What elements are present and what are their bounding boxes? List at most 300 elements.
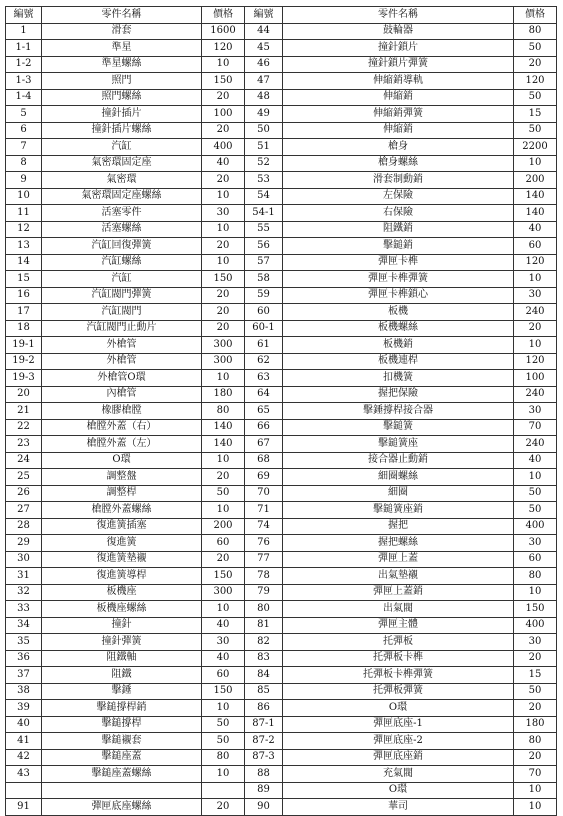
table-row <box>6 667 557 684</box>
part-no: 62 <box>245 353 283 370</box>
part-name: 出氣墊襯 <box>283 568 514 585</box>
part-name: 板機連桿 <box>283 353 514 370</box>
part-no: 10 <box>6 188 42 205</box>
table-row <box>6 452 557 469</box>
part-name: 阻鐵軸 <box>42 650 202 667</box>
part-price: 150 <box>202 73 245 90</box>
table-row <box>6 122 557 139</box>
part-name <box>42 782 202 799</box>
part-price: 40 <box>514 221 557 238</box>
part-price: 300 <box>202 337 245 354</box>
part-no: 19-2 <box>6 353 42 370</box>
part-name: 復進簧墊襯 <box>42 551 202 568</box>
part-name: 扣機簧 <box>283 370 514 387</box>
part-price: 60 <box>202 535 245 552</box>
part-price: 20 <box>202 320 245 337</box>
table-row <box>6 139 557 156</box>
part-price: 180 <box>514 716 557 733</box>
table-row <box>6 601 557 618</box>
part-price: 60 <box>514 238 557 255</box>
table-row <box>6 370 557 387</box>
part-name: 擊鎚銷 <box>283 238 514 255</box>
part-no: 60 <box>245 304 283 321</box>
part-price: 120 <box>514 353 557 370</box>
table-row <box>6 469 557 486</box>
part-name: 細圈 <box>283 485 514 502</box>
part-name: 托彈板卡榫彈簧 <box>283 667 514 684</box>
part-name: 槍膛外蓋（右） <box>42 419 202 436</box>
part-no: 87-2 <box>245 733 283 750</box>
part-name: 撞針插片 <box>42 106 202 123</box>
part-name: 復進簧導桿 <box>42 568 202 585</box>
part-no: 40 <box>6 716 42 733</box>
part-no: 82 <box>245 634 283 651</box>
part-name: 板機銷 <box>283 337 514 354</box>
part-name: 氣密環 <box>42 172 202 189</box>
part-name: 準星螺絲 <box>42 56 202 73</box>
part-no: 85 <box>245 683 283 700</box>
table-row <box>6 205 557 222</box>
part-name: 槍膛外蓋（左） <box>42 436 202 453</box>
part-price: 80 <box>202 749 245 766</box>
part-no: 63 <box>245 370 283 387</box>
header-price: 價格 <box>514 7 557 24</box>
part-name: 槍身螺絲 <box>283 155 514 172</box>
part-price: 120 <box>514 254 557 271</box>
part-price: 120 <box>202 40 245 57</box>
table-row <box>6 106 557 123</box>
part-no: 13 <box>6 238 42 255</box>
table-row <box>6 386 557 403</box>
header-price: 價格 <box>202 7 245 24</box>
part-no: 33 <box>6 601 42 618</box>
part-price: 50 <box>514 502 557 519</box>
table-row <box>6 287 557 304</box>
table-row <box>6 436 557 453</box>
part-no: 41 <box>6 733 42 750</box>
part-name: 彈匣底座螺絲 <box>42 799 202 816</box>
part-no: 31 <box>6 568 42 585</box>
part-price: 240 <box>514 436 557 453</box>
part-name: 汽缸閥門彈簧 <box>42 287 202 304</box>
part-price: 10 <box>202 601 245 618</box>
part-price: 50 <box>202 485 245 502</box>
part-no: 26 <box>6 485 42 502</box>
part-name: 滑套制動銷 <box>283 172 514 189</box>
table-row <box>6 56 557 73</box>
part-name: 彈匣上蓋銷 <box>283 584 514 601</box>
part-no: 1-3 <box>6 73 42 90</box>
table-row <box>6 271 557 288</box>
part-price: 300 <box>202 353 245 370</box>
part-name: 阻鐵銷 <box>283 221 514 238</box>
part-no: 77 <box>245 551 283 568</box>
part-name: 握把 <box>283 518 514 535</box>
part-no: 34 <box>6 617 42 634</box>
part-no: 18 <box>6 320 42 337</box>
part-name: 汽缸螺絲 <box>42 254 202 271</box>
part-price: 400 <box>514 617 557 634</box>
part-name: 照門螺絲 <box>42 89 202 106</box>
part-price: 15 <box>514 106 557 123</box>
part-name: O環 <box>283 782 514 799</box>
part-name: 阻鐵 <box>42 667 202 684</box>
part-no: 16 <box>6 287 42 304</box>
table-row <box>6 221 557 238</box>
table-row <box>6 716 557 733</box>
part-name: 華司 <box>283 799 514 816</box>
part-name: 氣密環固定座螺絲 <box>42 188 202 205</box>
part-name: 擊鎚簧 <box>283 419 514 436</box>
part-no: 46 <box>245 56 283 73</box>
table-row <box>6 485 557 502</box>
table-row <box>6 155 557 172</box>
part-no: 57 <box>245 254 283 271</box>
part-price: 180 <box>202 386 245 403</box>
table-row <box>6 238 557 255</box>
part-no: 64 <box>245 386 283 403</box>
part-price: 10 <box>202 452 245 469</box>
part-no: 49 <box>245 106 283 123</box>
part-price: 2200 <box>514 139 557 156</box>
part-no: 8 <box>6 155 42 172</box>
part-price: 30 <box>514 634 557 651</box>
part-name: O環 <box>42 452 202 469</box>
part-price: 40 <box>202 155 245 172</box>
part-no: 87-1 <box>245 716 283 733</box>
part-price: 10 <box>514 782 557 799</box>
part-name: 彈匣底座-1 <box>283 716 514 733</box>
part-no: 27 <box>6 502 42 519</box>
part-name: 汽缸閥門 <box>42 304 202 321</box>
table-row <box>6 337 557 354</box>
part-name: 充氣閥 <box>283 766 514 783</box>
part-price: 50 <box>514 89 557 106</box>
part-price: 20 <box>202 122 245 139</box>
part-price: 60 <box>514 551 557 568</box>
part-price: 80 <box>514 568 557 585</box>
part-price: 240 <box>514 304 557 321</box>
part-name: 外槍管 <box>42 337 202 354</box>
part-price: 150 <box>202 271 245 288</box>
part-price: 10 <box>202 370 245 387</box>
part-no: 53 <box>245 172 283 189</box>
part-no: 22 <box>6 419 42 436</box>
part-no: 87-3 <box>245 749 283 766</box>
part-name: 托彈板 <box>283 634 514 651</box>
part-price: 240 <box>514 386 557 403</box>
part-price: 150 <box>202 683 245 700</box>
part-name: 照門 <box>42 73 202 90</box>
part-no: 11 <box>6 205 42 222</box>
part-name: 汽缸回復彈簧 <box>42 238 202 255</box>
part-no: 52 <box>245 155 283 172</box>
part-name: 伸縮銷導軌 <box>283 73 514 90</box>
part-no: 19-1 <box>6 337 42 354</box>
part-price: 10 <box>202 221 245 238</box>
table-row <box>6 700 557 717</box>
part-no: 14 <box>6 254 42 271</box>
part-name: 伸縮銷彈簧 <box>283 106 514 123</box>
part-no: 59 <box>245 287 283 304</box>
part-no: 89 <box>245 782 283 799</box>
part-price: 140 <box>514 205 557 222</box>
part-price <box>202 782 245 799</box>
part-price: 80 <box>514 23 557 40</box>
part-price: 10 <box>514 271 557 288</box>
part-no: 84 <box>245 667 283 684</box>
part-no: 29 <box>6 535 42 552</box>
part-no: 17 <box>6 304 42 321</box>
part-no: 25 <box>6 469 42 486</box>
part-price: 20 <box>202 89 245 106</box>
part-no: 81 <box>245 617 283 634</box>
part-no: 61 <box>245 337 283 354</box>
part-price: 30 <box>514 403 557 420</box>
part-price: 50 <box>514 122 557 139</box>
part-name: 擊錘撐桿接合器 <box>283 403 514 420</box>
part-price: 40 <box>202 617 245 634</box>
part-price: 15 <box>514 667 557 684</box>
part-name: 板機螺絲 <box>283 320 514 337</box>
part-name: 調整桿 <box>42 485 202 502</box>
part-price: 30 <box>514 287 557 304</box>
part-no: 44 <box>245 23 283 40</box>
part-no: 48 <box>245 89 283 106</box>
table-row <box>6 683 557 700</box>
part-no: 47 <box>245 73 283 90</box>
part-price: 120 <box>514 73 557 90</box>
part-name: 汽缸 <box>42 139 202 156</box>
part-name: 槍膛外蓋螺絲 <box>42 502 202 519</box>
table-row <box>6 73 557 90</box>
part-name: 撞針彈簧 <box>42 634 202 651</box>
table-row <box>6 23 557 40</box>
part-price: 10 <box>514 799 557 816</box>
part-no: 54 <box>245 188 283 205</box>
part-no: 68 <box>245 452 283 469</box>
part-name: 調整盤 <box>42 469 202 486</box>
part-price: 200 <box>202 518 245 535</box>
part-no: 83 <box>245 650 283 667</box>
part-name: 活塞螺絲 <box>42 221 202 238</box>
part-price: 40 <box>514 452 557 469</box>
part-name: 撞針 <box>42 617 202 634</box>
part-no: 23 <box>6 436 42 453</box>
part-no: 43 <box>6 766 42 783</box>
part-name: 氣密環固定座 <box>42 155 202 172</box>
part-name: 板機座螺絲 <box>42 601 202 618</box>
part-price: 30 <box>202 634 245 651</box>
part-price: 20 <box>202 304 245 321</box>
table-row <box>6 502 557 519</box>
part-price: 50 <box>202 716 245 733</box>
table-row <box>6 518 557 535</box>
part-no: 55 <box>245 221 283 238</box>
part-name: 外槍管O環 <box>42 370 202 387</box>
part-name: 彈匣上蓋 <box>283 551 514 568</box>
part-price: 20 <box>514 650 557 667</box>
part-name: 接合器止動銷 <box>283 452 514 469</box>
part-name: 托彈板彈簧 <box>283 683 514 700</box>
part-no: 9 <box>6 172 42 189</box>
part-price: 10 <box>202 254 245 271</box>
part-price: 20 <box>514 700 557 717</box>
part-no: 12 <box>6 221 42 238</box>
part-name: 右保險 <box>283 205 514 222</box>
part-name: 擊鎚撐桿銷 <box>42 700 202 717</box>
part-no: 80 <box>245 601 283 618</box>
part-no: 88 <box>245 766 283 783</box>
part-no: 54-1 <box>245 205 283 222</box>
part-price: 20 <box>202 469 245 486</box>
part-no: 79 <box>245 584 283 601</box>
part-name: 復進簧 <box>42 535 202 552</box>
part-name: 彈匣卡榫 <box>283 254 514 271</box>
part-price: 70 <box>514 766 557 783</box>
part-name: 握把螺絲 <box>283 535 514 552</box>
part-no: 36 <box>6 650 42 667</box>
table-row <box>6 188 557 205</box>
part-price: 30 <box>202 205 245 222</box>
part-no: 74 <box>245 518 283 535</box>
part-no: 67 <box>245 436 283 453</box>
part-name: 彈匣卡榫鎖心 <box>283 287 514 304</box>
part-price: 10 <box>202 502 245 519</box>
part-name: 擊鎚座蓋螺絲 <box>42 766 202 783</box>
part-price: 40 <box>202 650 245 667</box>
part-name: 橡膠槍膛 <box>42 403 202 420</box>
part-name: 外槍管 <box>42 353 202 370</box>
part-name: 伸縮銷 <box>283 89 514 106</box>
part-no: 1-1 <box>6 40 42 57</box>
part-price: 10 <box>514 337 557 354</box>
part-price: 50 <box>514 40 557 57</box>
part-name: 擊錘 <box>42 683 202 700</box>
table-row <box>6 584 557 601</box>
table-row <box>6 254 557 271</box>
part-no: 1-4 <box>6 89 42 106</box>
part-no: 1 <box>6 23 42 40</box>
part-no: 24 <box>6 452 42 469</box>
part-price: 10 <box>514 155 557 172</box>
part-no: 35 <box>6 634 42 651</box>
table-body <box>6 23 557 815</box>
part-no: 45 <box>245 40 283 57</box>
part-no: 28 <box>6 518 42 535</box>
part-name: 彈匣卡榫彈簧 <box>283 271 514 288</box>
part-name: 擊鎚襯套 <box>42 733 202 750</box>
part-price: 10 <box>202 56 245 73</box>
part-no: 38 <box>6 683 42 700</box>
part-name: 握把保險 <box>283 386 514 403</box>
part-price: 50 <box>514 485 557 502</box>
part-name: 板機座 <box>42 584 202 601</box>
part-price: 20 <box>202 238 245 255</box>
table-row <box>6 304 557 321</box>
table-row <box>6 419 557 436</box>
part-price: 140 <box>514 188 557 205</box>
part-name: 復進簧插塞 <box>42 518 202 535</box>
part-price: 70 <box>514 419 557 436</box>
part-price: 20 <box>202 172 245 189</box>
part-price: 1600 <box>202 23 245 40</box>
part-price: 10 <box>202 188 245 205</box>
part-price: 30 <box>514 535 557 552</box>
part-price: 400 <box>202 139 245 156</box>
part-no: 21 <box>6 403 42 420</box>
part-no: 78 <box>245 568 283 585</box>
part-name: 出氣閥 <box>283 601 514 618</box>
table-row <box>6 172 557 189</box>
part-name: 伸縮銷 <box>283 122 514 139</box>
part-price: 10 <box>514 469 557 486</box>
header-name: 零件名稱 <box>283 7 514 24</box>
part-no <box>6 782 42 799</box>
table-row <box>6 782 557 799</box>
part-price: 150 <box>202 568 245 585</box>
part-no: 86 <box>245 700 283 717</box>
part-name: 擊鎚撐桿 <box>42 716 202 733</box>
table-row <box>6 733 557 750</box>
part-price: 300 <box>202 584 245 601</box>
part-name: 汽缸 <box>42 271 202 288</box>
part-price: 60 <box>202 667 245 684</box>
part-name: 彈匣主體 <box>283 617 514 634</box>
part-name: 汽缸閥門止動片 <box>42 320 202 337</box>
part-price: 200 <box>514 172 557 189</box>
table-row <box>6 403 557 420</box>
table-row <box>6 617 557 634</box>
part-price: 400 <box>514 518 557 535</box>
table-row <box>6 799 557 816</box>
part-name: 細圈螺絲 <box>283 469 514 486</box>
part-price: 20 <box>202 799 245 816</box>
part-no: 50 <box>245 122 283 139</box>
part-price: 100 <box>514 370 557 387</box>
part-name: 準星 <box>42 40 202 57</box>
part-no: 58 <box>245 271 283 288</box>
part-no: 32 <box>6 584 42 601</box>
part-no: 90 <box>245 799 283 816</box>
part-name: 槍身 <box>283 139 514 156</box>
part-no: 19-3 <box>6 370 42 387</box>
part-price: 150 <box>514 601 557 618</box>
part-no: 37 <box>6 667 42 684</box>
header-no: 編號 <box>6 7 42 24</box>
part-name: 撞針插片螺絲 <box>42 122 202 139</box>
part-price: 50 <box>202 733 245 750</box>
table-row <box>6 568 557 585</box>
part-no: 15 <box>6 271 42 288</box>
part-no: 56 <box>245 238 283 255</box>
part-price: 10 <box>514 584 557 601</box>
part-price: 50 <box>514 683 557 700</box>
part-no: 76 <box>245 535 283 552</box>
table-row <box>6 650 557 667</box>
header-row <box>6 7 557 24</box>
part-name: 撞針鎖片 <box>283 40 514 57</box>
header-no: 編號 <box>245 7 283 24</box>
table-row <box>6 353 557 370</box>
part-no: 7 <box>6 139 42 156</box>
part-name: 擊鎚座蓋 <box>42 749 202 766</box>
part-name: 滑套 <box>42 23 202 40</box>
parts-price-table <box>5 6 557 816</box>
part-no: 5 <box>6 106 42 123</box>
part-no: 39 <box>6 700 42 717</box>
table-row <box>6 766 557 783</box>
